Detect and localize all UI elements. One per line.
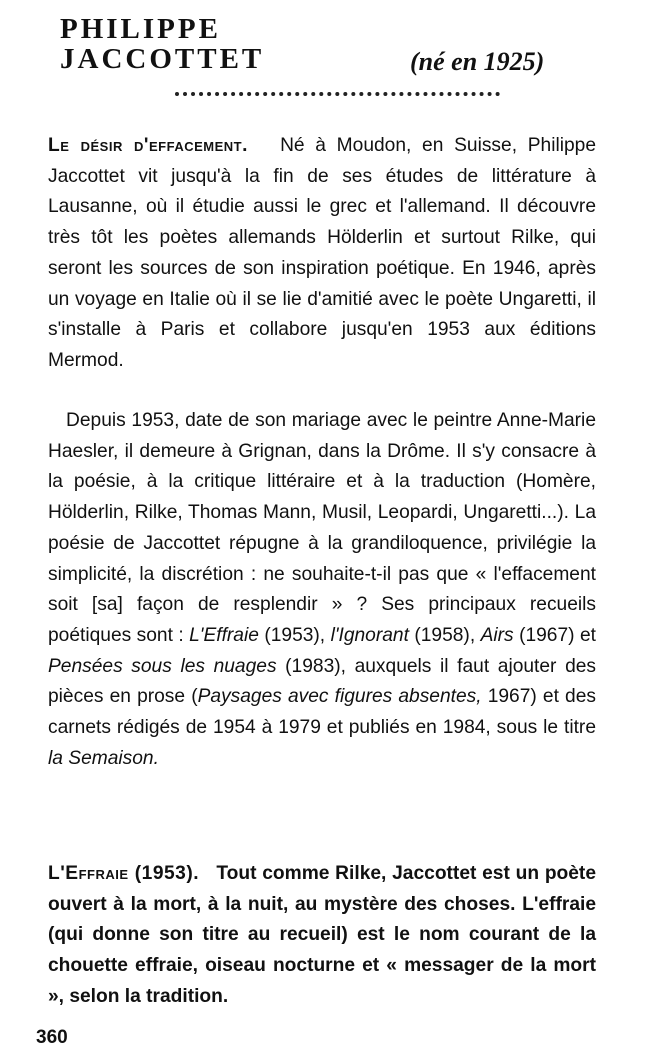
work-title-effraie: L'Effraie — [189, 624, 259, 646]
paragraph-3 — [48, 859, 596, 1013]
section-heading-desir: Le désir d'effacement. — [48, 135, 248, 156]
work-title-airs: Airs — [480, 624, 514, 646]
paragraph-2-text: Depuis 1953, date de son mariage avec le peintre Anne-Marie Haesler, il demeure à Grignan, dans la Drôme. Il s'y consacre à la poésie, à la critique littéraire et à la traduction (Homère, Hölderlin, Rilke, Thomas Mann, Musil, Leopardi, Ungaretti...). La poésie de Jaccottet répugne à la grandiloquence, privilégie la simplicité, la discrétion : ne souhaite-t-il pas que « l'effacement soit [sa] façon de resplendir » ? Ses principaux recueils poétiques sont : — [48, 410, 596, 646]
page-number: 360 — [36, 1027, 68, 1048]
work-title-pensees: Pensées sous les nuages — [48, 655, 277, 677]
author-dates: (né en 1925) — [410, 47, 545, 76]
author-last-name: JACCOTTET — [60, 43, 265, 75]
section-heading-effraie: L'Effraie (1953). — [48, 863, 200, 884]
paragraph-1-text: Né à Moudon, en Suisse, Philippe Jaccottet vit jusqu'à la fin de ses études de littérature à Lausanne, où il étudie aussi le grec et l'allemand. Il découvre très tôt les poètes allemands Hölderlin et surtout Rilke, qui seront les sources de son inspiration poétique. En 1946, après un voyage en Italie où il se lie d'amitié avec le poète Ungaretti, il s'installe à Paris et collabore jusqu'en 1953 aux éditions Mermod. — [48, 135, 596, 371]
work-year-ignorant: (1958), — [414, 624, 476, 646]
work-year-airs: (1967) et — [519, 624, 596, 646]
dotted-separator — [175, 92, 500, 96]
paragraph-2 — [48, 406, 596, 774]
work-year-pensees: (1983), auxquels il faut ajouter des pièces en prose ( — [48, 655, 597, 708]
paragraph-3-text: Tout comme Rilke, Jaccottet est un poète ouvert à la mort, à la nuit, au mystère des choses. L'effraie (qui donne son titre au recueil) est le nom courant de la chouette effraie, oiseau nocturne et « messager de la mort », selon la tradition. — [48, 863, 596, 1007]
work-title-ignorant: l'Ignorant — [330, 624, 409, 646]
author-first-name: PHILIPPE — [60, 13, 221, 45]
work-title-semaison: la Semaison. — [48, 747, 159, 769]
paragraph-1 — [48, 131, 596, 377]
work-title-paysages: Paysages avec figures absentes, — [197, 686, 482, 708]
work-year-paysages: 1967) et des carnets rédigés de 1954 à 1979 et publiés en 1984, sous le titre — [48, 686, 596, 739]
work-year-effraie: (1953), — [264, 624, 326, 646]
